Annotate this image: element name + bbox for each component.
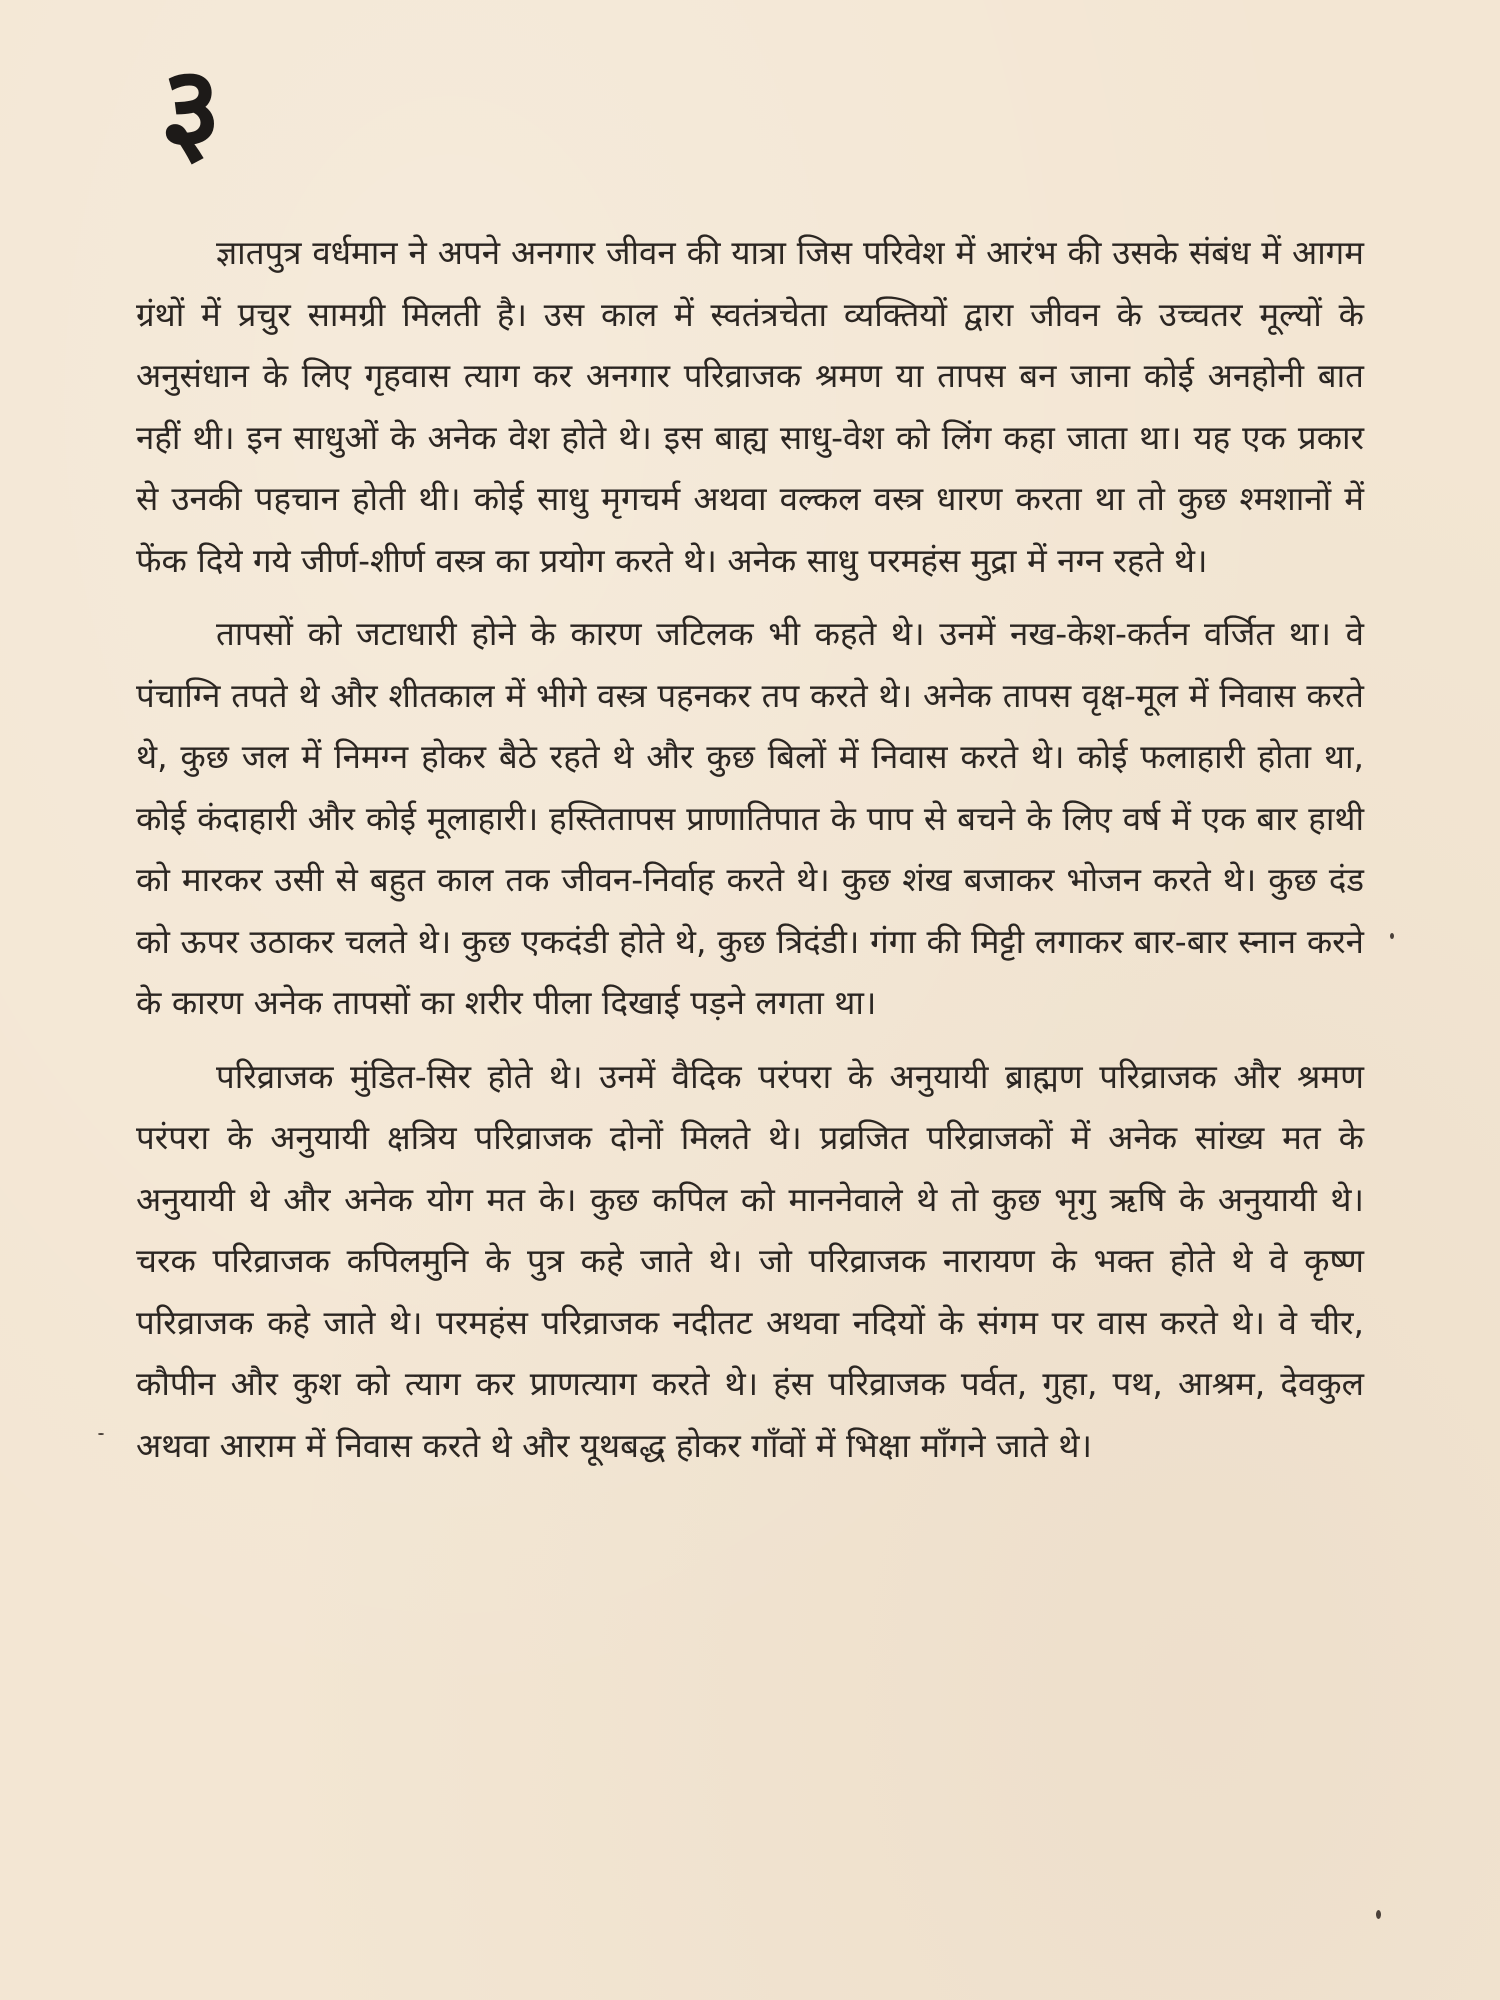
ink-speck bbox=[98, 1433, 104, 1435]
ink-speck bbox=[1390, 933, 1394, 939]
paragraph-3: परिव्राजक मुंडित-सिर होते थे। उनमें वैदिक परंपरा के अनुयायी ब्राह्मण परिव्राजक और श्रमण परंपरा के अनुयायी क्षत्रिय परिव्राजक दोनों मिलते थे। प्रव्रजित परिव्राजकों में अनेक सांख्य मत के अनुयायी थे और अनेक योग मत के। कुछ कपिल को माननेवाले थे तो कुछ भृगु ऋषि के अनुयायी थे। चरक परिव्राजक कपिलमुनि के पुत्र कहे जाते थे। जो परिव्राजक नारायण के भक्त होते थे वे कृष्ण परिव्राजक कहे जाते थे। परमहंस परिव्राजक नदीतट अथवा नदियों के संगम पर वास करते थे। वे चीर, कौपीन और कुश को त्याग कर प्राणत्याग करते थे। हंस परिव्राजक पर्वत, गुहा, पथ, आश्रम, देवकुल अथवा आराम में निवास करते थे और यूथबद्ध होकर गाँवों में भिक्षा माँगने जाते थे। bbox=[136, 1056, 1364, 1465]
body-text bbox=[136, 222, 1364, 1476]
ink-speck bbox=[1376, 1910, 1381, 1919]
paragraph-2: तापसों को जटाधारी होने के कारण जटिलक भी कहते थे। उनमें नख-केश-कर्तन वर्जित था। वे पंचाग्नि तपते थे और शीतकाल में भीगे वस्त्र पहनकर तप करते थे। अनेक तापस वृक्ष-मूल में निवास करते थे, कुछ जल में निमग्न होकर बैठे रहते थे और कुछ बिलों में निवास करते थे। कोई फलाहारी होता था, कोई कंदाहारी और कोई मूलाहारी। हस्तितापस प्राणातिपात के पाप से बचने के लिए वर्ष में एक बार हाथी को मारकर उसी से बहुत काल तक जीवन-निर्वाह करते थे। कुछ शंख बजाकर भोजन करते थे। कुछ दंड को ऊपर उठाकर चलते थे। कुछ एकदंडी होते थे, कुछ त्रिदंडी। गंगा की मिट्टी लगाकर बार-बार स्नान करने के कारण अनेक तापसों का शरीर पीला दिखाई पड़ने लगता था। bbox=[136, 614, 1364, 1022]
paragraph-1: ज्ञातपुत्र वर्धमान ने अपने अनगार जीवन की यात्रा जिस परिवेश में आरंभ की उसके संबंध में आगम ग्रंथों में प्रचुर सामग्री मिलती है। उस काल में स्वतंत्रचेता व्यक्तियों द्वारा जीवन के उच्चतर मूल्यों के अनुसंधान के लिए गृहवास त्याग कर अनगार परिव्राजक श्रमण या तापस बन जाना कोई अनहोनी बात नहीं थी। इन साधुओं के अनेक वेश होते थे। इस बाह्य साधु-वेश को लिंग कहा जाता था। यह एक प्रकार से उनकी पहचान होती थी। कोई साधु मृगचर्म अथवा वल्कल वस्त्र धारण करता था तो कुछ श्मशानों में फेंक दिये गये जीर्ण-शीर्ण वस्त्र का प्रयोग करते थे। अनेक साधु परमहंस मुद्रा में नग्न रहते थे। bbox=[136, 233, 1364, 580]
chapter-number: ३ bbox=[160, 39, 222, 178]
